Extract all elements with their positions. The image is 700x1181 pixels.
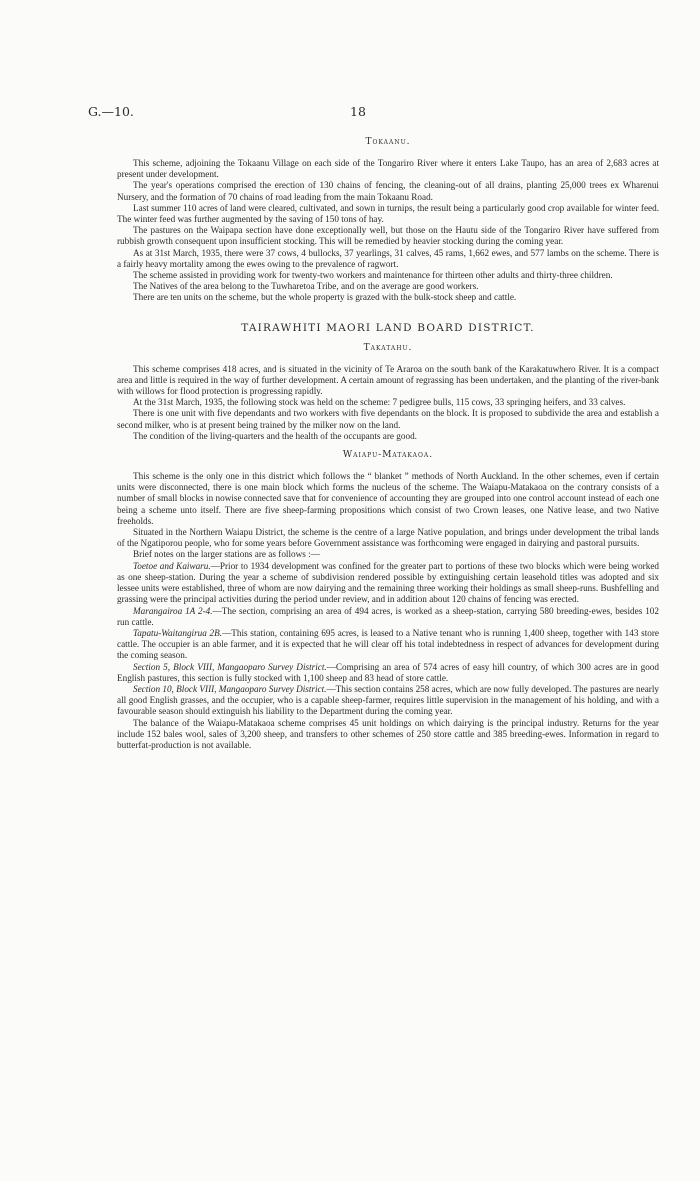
paragraph: Brief notes on the larger stations are as follows :— xyxy=(133,549,320,560)
takatahu-section xyxy=(117,364,659,442)
section-title-takatahu: Takatahu. xyxy=(363,342,413,353)
paragraph: This scheme comprises 418 acres, and is situated in the vicinity of Te Araroa on the south bank of the Karakatuwhero River. It is a compact area and little is required in the way of further development. A certain amount of regrassing has been undertaken, and the planting of the river-bank with willows for flood protection is progressing rapidly. xyxy=(117,363,659,397)
station-name: Section 10, Block VIII, Mangaoparo Survey District. xyxy=(133,683,327,694)
page-number: 18 xyxy=(350,104,366,119)
paragraph: The Natives of the area belong to the Tuwharetoa Tribe, and on the average are good workers. xyxy=(133,281,479,292)
paragraph: Tapatu-Waitangirua 2B.—This station, containing 695 acres, is leased to a Native tenant who is running 1,400 sheep, together with 143 store cattle. The occupier is an able farmer, and it is expected that he will clear off his total indebtedness in respect of advances for development during the coming season. xyxy=(117,627,659,661)
district-heading: TAIRAWHITI MAORI LAND BOARD DISTRICT. xyxy=(241,321,535,334)
paragraph: The balance of the Waiapu-Matakaoa scheme comprises 45 unit holdings on which dairying is the principal industry. Returns for the year include 152 bales wool, sales of 3,200 sheep, and transfers to other schemes of 250 store cattle and 385 breeding-ewes. Information in regard to butterfat-production is not available. xyxy=(117,717,659,750)
paragraph: This scheme is the only one in this district which follows the “ blanket ” methods of North Auckland. In the other schemes, even if certain units were disconnected, there is one main block which forms the nucleus of the scheme. The Waiapu-Matakaoa on the contrary consists of a number of small blocks in nowise connected save that for convenience of accounting they are grouped into one control account instead of each one being a scheme unto itself. There are five sheep-farming propositions which consist of two Crown leases, one Native lease, and two Native freeholds. xyxy=(117,471,659,526)
station-name: Section 5, Block VIII, Mangaoparo Survey District. xyxy=(133,661,327,672)
paragraph: This scheme, adjoining the Tokaanu Village on each side of the Tongariro River where it enters Lake Taupo, has an area of 2,683 acres at present under development. xyxy=(117,158,659,180)
page-body xyxy=(117,137,659,751)
section-title-waiapu: Waiapu-Matakaoa. xyxy=(342,450,434,461)
paragraph: Section 5, Block VIII, Mangaoparo Survey District.—Comprising an area of 574 acres of easy hill country, of which 300 acres are in good English pastures, this section is fully stocked with 1,100 sheep and 83 head of store cattle. xyxy=(117,661,659,683)
paragraph: Marangairoa 1A 2-4.—The section, comprising an area of 494 acres, is worked as a sheep-station, carrying 580 breeding-ewes, besides 102 run cattle. xyxy=(117,605,659,627)
paragraph: The condition of the living-quarters and the health of the occupants are good. xyxy=(133,430,417,441)
page-header xyxy=(88,104,600,124)
station-name: Toetoe and Kaiwaru. xyxy=(133,560,211,571)
paragraph: The pastures on the Waipapa section have done exceptionally well, but those on the Hautu side of the Tongariro River have suffered from rubbish growth consequent upon insufficient stocking. This will be remedied by heavier stocking during the coming year. xyxy=(117,225,659,247)
paragraph: Toetoe and Kaiwaru.—Prior to 1934 development was confined for the greater part to portions of these two blocks which were being worked as one sheep-station. During the year a scheme of subdivision rendered possible by extinguishing certain leasehold titles was adopted and six lessee units were established, three of whom are now dairying and the remaining three working their holdings as small sheep-runs. Bushfelling and grassing were the principal activities during the period under review, and in addition about 120 chains of fencing was erected. xyxy=(117,560,659,605)
paragraph: The year's operations comprised the erection of 130 chains of fencing, the cleaning-out of all drains, planting 25,000 trees ex Wharenui Nursery, and the formation of 70 chains of road leading from the main Tokaanu Road. xyxy=(117,180,659,202)
paragraph: Last summer 110 acres of land were cleared, cultivated, and sown in turnips, the result being a particularly good crop available for winter feed. The winter feed was further augmented by the saving of 150 tons of hay. xyxy=(117,202,659,225)
paragraph: Section 10, Block VIII, Mangaoparo Survey District.—This section contains 258 acres, which are now fully developed. The pastures are nearly all good English grasses, and the occupier, who is a capable sheep-farmer, requires little supervision in the management of his holding, and with a favourable season should extinguish his liability to the Department during the coming year. xyxy=(117,683,659,717)
station-name: Tapatu-Waitangirua 2B. xyxy=(133,627,223,638)
tokaanu-section xyxy=(117,158,659,304)
station-name: Marangairoa 1A 2-4. xyxy=(133,605,213,616)
document-code: G.—10. xyxy=(88,104,134,119)
paragraph: As at 31st March, 1935, there were 37 cows, 4 bullocks, 37 yearlings, 31 calves, 45 rams, 1,662 ewes, and 577 lambs on the scheme. There is a fairly heavy mortality among the ewes owing to the prevalence of ragwort. xyxy=(117,247,659,269)
paragraph: At the 31st March, 1935, the following stock was held on the scheme: 7 pedigree bulls, 115 cows, 33 springing heifers, and 33 calves. xyxy=(133,397,626,408)
section-title-tokaanu: Tokaanu. xyxy=(365,137,411,147)
paragraph: The scheme assisted in providing work for twenty-two workers and maintenance for thirteen other adults and thirty-three children. xyxy=(133,270,613,281)
paragraph: Situated in the Northern Waiapu District, the scheme is the centre of a large Native population, and brings under development the tribal lands of the Ngatiporou people, who for some years before Government assistance was forthcoming were engaged in dairying and pastoral pursuits. xyxy=(117,527,659,549)
waiapu-section xyxy=(117,471,659,751)
paragraph: There is one unit with five dependants and two workers with five dependants on the block. It is proposed to subdivide the area and establish a second milker, who is at present being trained by the milker now on the land. xyxy=(117,408,659,430)
paragraph: There are ten units on the scheme, but the whole property is grazed with the bulk-stock sheep and cattle. xyxy=(133,292,517,303)
